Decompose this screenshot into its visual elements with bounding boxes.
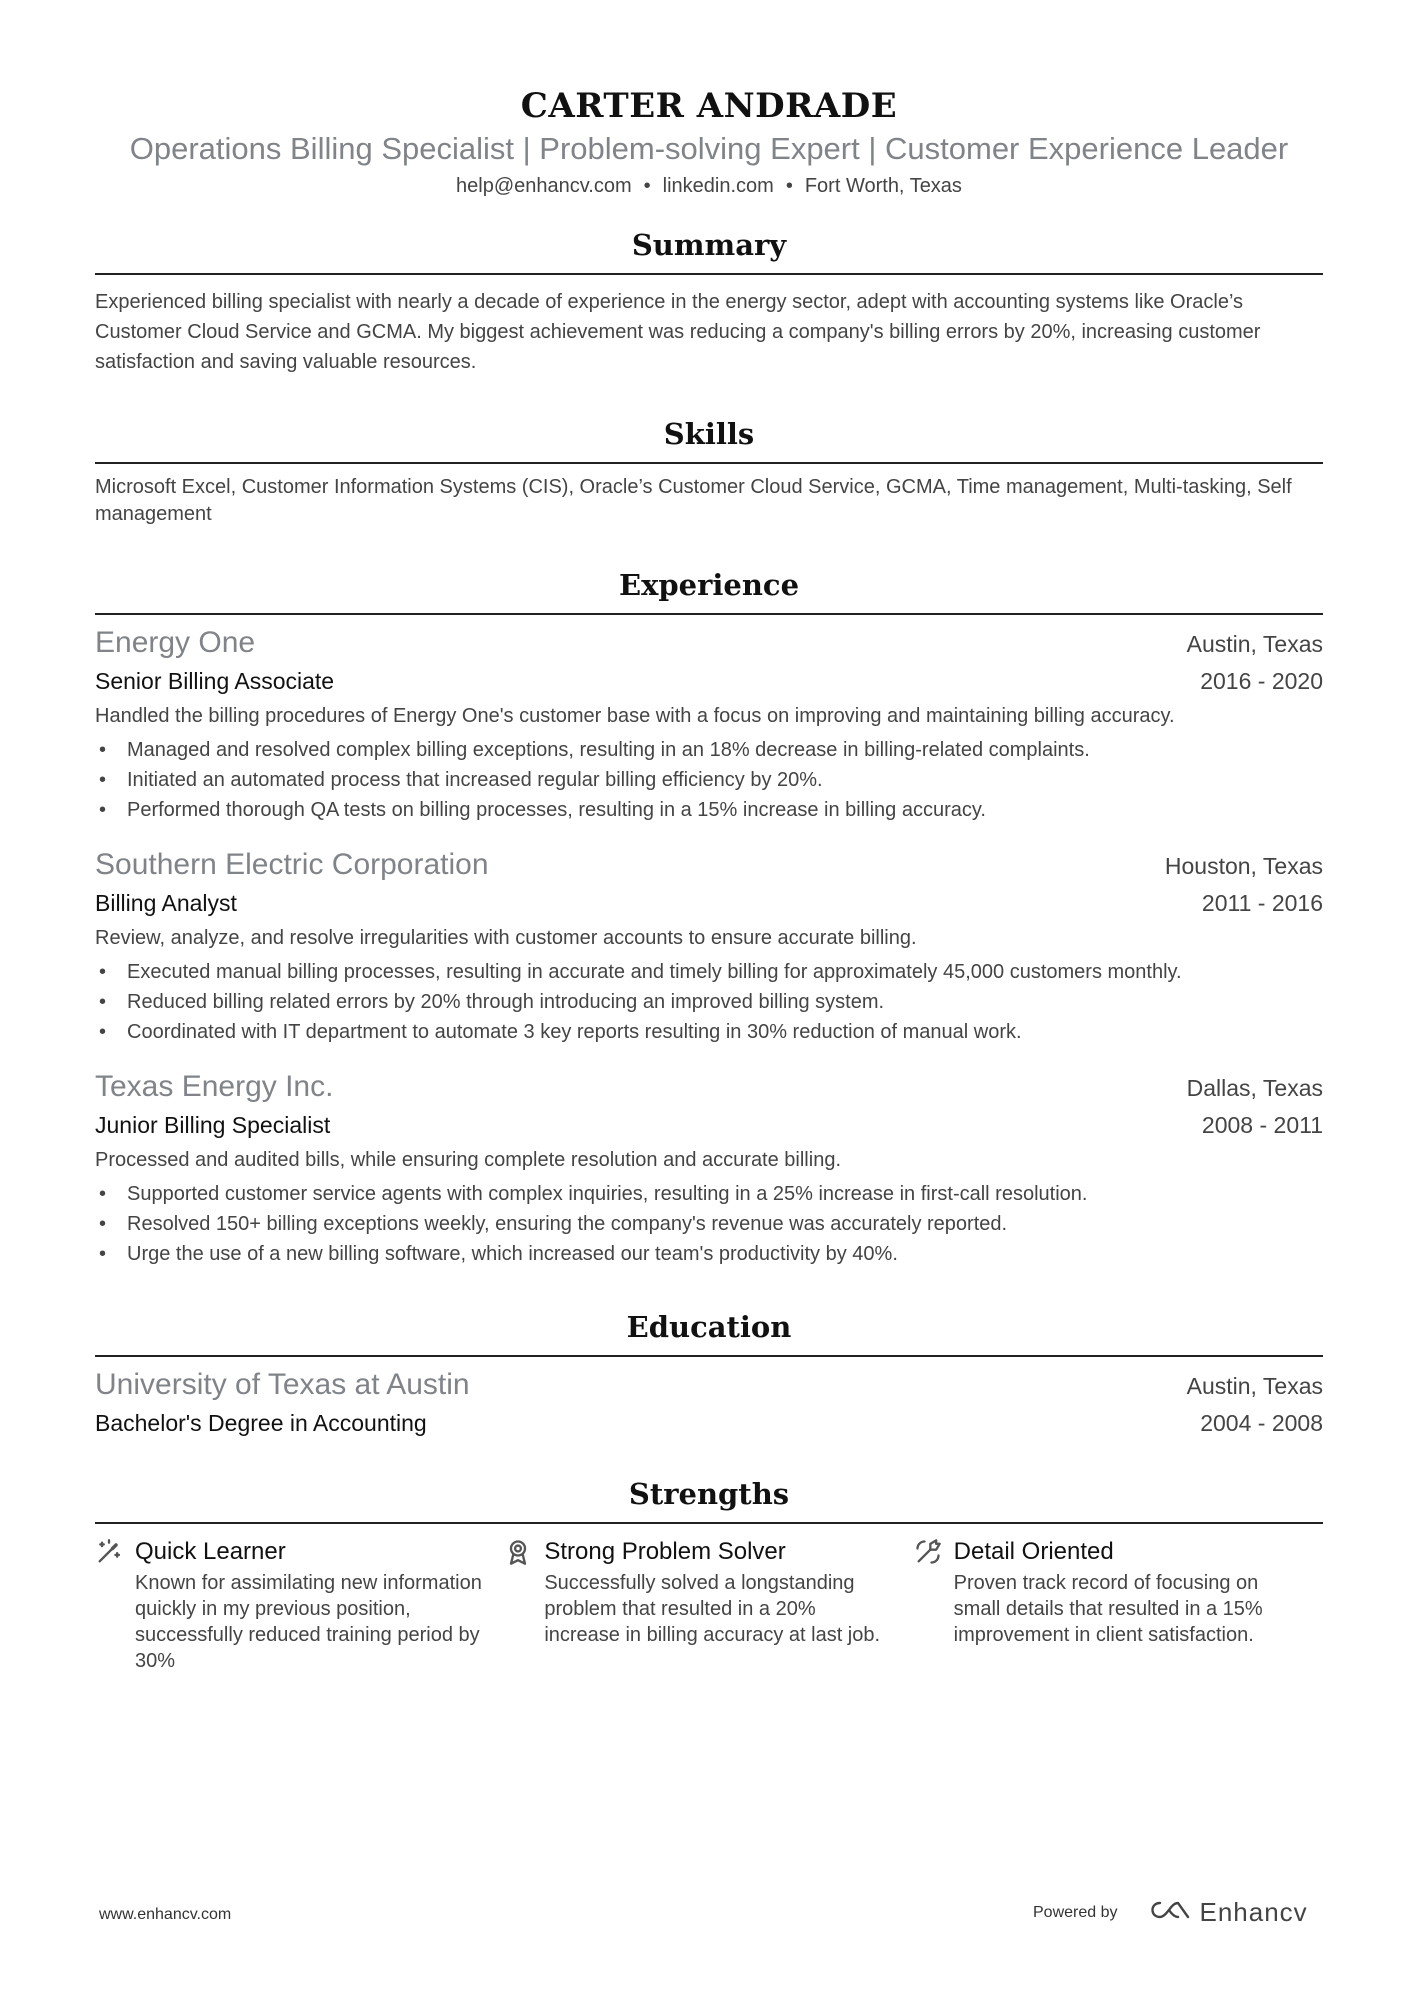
experience-entry <box>95 845 1323 1047</box>
job-dates: 2008 - 2011 <box>1201 1112 1323 1138</box>
education-entry <box>95 1365 1323 1441</box>
strength-item <box>504 1534 913 1674</box>
achievement-list <box>95 1179 1323 1269</box>
job-title: Junior Billing Specialist <box>95 1112 331 1138</box>
achievement-list <box>95 735 1323 825</box>
achievement-item: • Resolved 150+ billing exceptions weekly, ensuring the company's revenue was accurately reported. <box>95 1209 1323 1239</box>
skills-text: Microsoft Excel, Customer Information Systems (CIS), Oracle’s Customer Cloud Service, GCMA, Time management, Multi-tasking, Self management <box>95 476 1292 525</box>
job-title: Billing Analyst <box>95 890 237 916</box>
target-arrow-icon <box>914 1534 954 1674</box>
company-name: Texas Energy Inc. <box>95 1070 334 1103</box>
achievement-item: • Urge the use of a new billing software, which increased our team's productivity by 40%. <box>95 1239 1323 1269</box>
school-location: Austin, Texas <box>1186 1373 1323 1399</box>
strengths-grid <box>95 1534 1323 1674</box>
achievement-item: • Supported customer service agents with complex inquiries, resulting in a 25% increase in first-call resolution. <box>95 1179 1323 1209</box>
resume-header <box>95 0 1323 200</box>
contact-info <box>95 172 1323 200</box>
company-name: Energy One <box>95 626 256 659</box>
company-name: Southern Electric Corporation <box>95 848 489 881</box>
section-title-summary: Summary <box>95 225 1323 275</box>
job-description: Handled the billing procedures of Energy One's customer base with a focus on improving and maintaining billing accuracy. <box>95 705 1175 727</box>
school-name: University of Texas at Austin <box>95 1368 470 1401</box>
strength-title: Quick Learner <box>135 1538 286 1565</box>
strength-description: Successfully solved a longstanding problem that resulted in a 20% increase in billing accuracy at last job. <box>544 1572 881 1646</box>
strength-title: Strong Problem Solver <box>544 1538 786 1565</box>
experience-section <box>95 565 1323 1269</box>
education-section <box>95 1307 1323 1441</box>
strength-item <box>914 1534 1323 1674</box>
section-title-strengths: Strengths <box>95 1474 1323 1524</box>
section-title-skills: Skills <box>95 414 1323 464</box>
education-dates: 2004 - 2008 <box>1200 1410 1323 1436</box>
location-text: Fort Worth, Texas <box>804 175 962 197</box>
job-dates: 2016 - 2020 <box>1200 668 1323 694</box>
section-title-experience: Experience <box>95 565 1323 615</box>
linkedin-link[interactable]: linkedin.com <box>662 175 774 197</box>
magic-wand-icon <box>95 1534 135 1674</box>
powered-by-label: Powered by <box>1033 1903 1118 1921</box>
enhancv-logo-icon <box>1146 1898 1192 1927</box>
resume-page <box>95 0 1323 1672</box>
job-title: Senior Billing Associate <box>95 668 335 694</box>
achievement-item: • Managed and resolved complex billing exceptions, resulting in an 18% decrease in billing-related complaints. <box>95 735 1323 765</box>
award-badge-icon <box>504 1534 544 1674</box>
summary-text: Experienced billing specialist with nearly a decade of experience in the energy sector, adept with accounting systems like Oracle’s Customer Cloud Service and GCMA. My biggest achievement was reducing a company's billing errors by 20%, increasing customer satisfaction and saving valuable resources. <box>95 291 1261 373</box>
bullet-separator: • <box>643 175 651 197</box>
experience-entry <box>95 1067 1323 1269</box>
job-location: Dallas, Texas <box>1186 1075 1323 1101</box>
bullet-separator: • <box>785 175 793 197</box>
email-link[interactable]: help@enhancv.com <box>456 175 632 197</box>
achievement-item: • Performed thorough QA tests on billing processes, resulting in a 15% increase in billing accuracy. <box>95 795 1323 825</box>
achievement-item: • Executed manual billing processes, resulting in accurate and timely billing for approximately 45,000 customers monthly. <box>95 957 1323 987</box>
job-dates: 2011 - 2016 <box>1201 890 1323 916</box>
strength-item <box>95 1534 504 1674</box>
footer-branding <box>1033 1897 1308 1928</box>
strength-description: Proven track record of focusing on small details that resulted in a 15% improvement in client satisfaction. <box>953 1572 1263 1646</box>
strength-title: Detail Oriented <box>953 1538 1114 1565</box>
summary-section <box>95 225 1323 377</box>
strength-description: Known for assimilating new information quickly in my previous position, successfully reduced training period by 30% <box>135 1572 482 1672</box>
headline: Operations Billing Specialist | Problem-solving Expert | Customer Experience Leader <box>129 131 1289 166</box>
achievement-item: • Initiated an automated process that increased regular billing efficiency by 20%. <box>95 765 1323 795</box>
job-description: Processed and audited bills, while ensuring complete resolution and accurate billing. <box>95 1149 841 1171</box>
job-location: Austin, Texas <box>1186 631 1323 657</box>
experience-entry <box>95 623 1323 825</box>
achievement-item: • Reduced billing related errors by 20% through introducing an improved billing system. <box>95 987 1323 1017</box>
degree: Bachelor's Degree in Accounting <box>95 1410 427 1436</box>
job-description: Review, analyze, and resolve irregularities with customer accounts to ensure accurate billing. <box>95 927 917 949</box>
job-location: Houston, Texas <box>1164 853 1323 879</box>
section-title-education: Education <box>95 1307 1323 1357</box>
enhancv-brand-name[interactable]: Enhancv <box>1199 1897 1308 1927</box>
strengths-section <box>95 1474 1323 1674</box>
achievement-list <box>95 957 1323 1047</box>
skills-section <box>95 414 1323 528</box>
achievement-item: • Coordinated with IT department to automate 3 key reports resulting in 30% reduction of manual work. <box>95 1017 1323 1047</box>
footer-website-link[interactable]: www.enhancv.com <box>99 1906 232 1923</box>
candidate-name: CARTER ANDRADE <box>520 86 898 126</box>
